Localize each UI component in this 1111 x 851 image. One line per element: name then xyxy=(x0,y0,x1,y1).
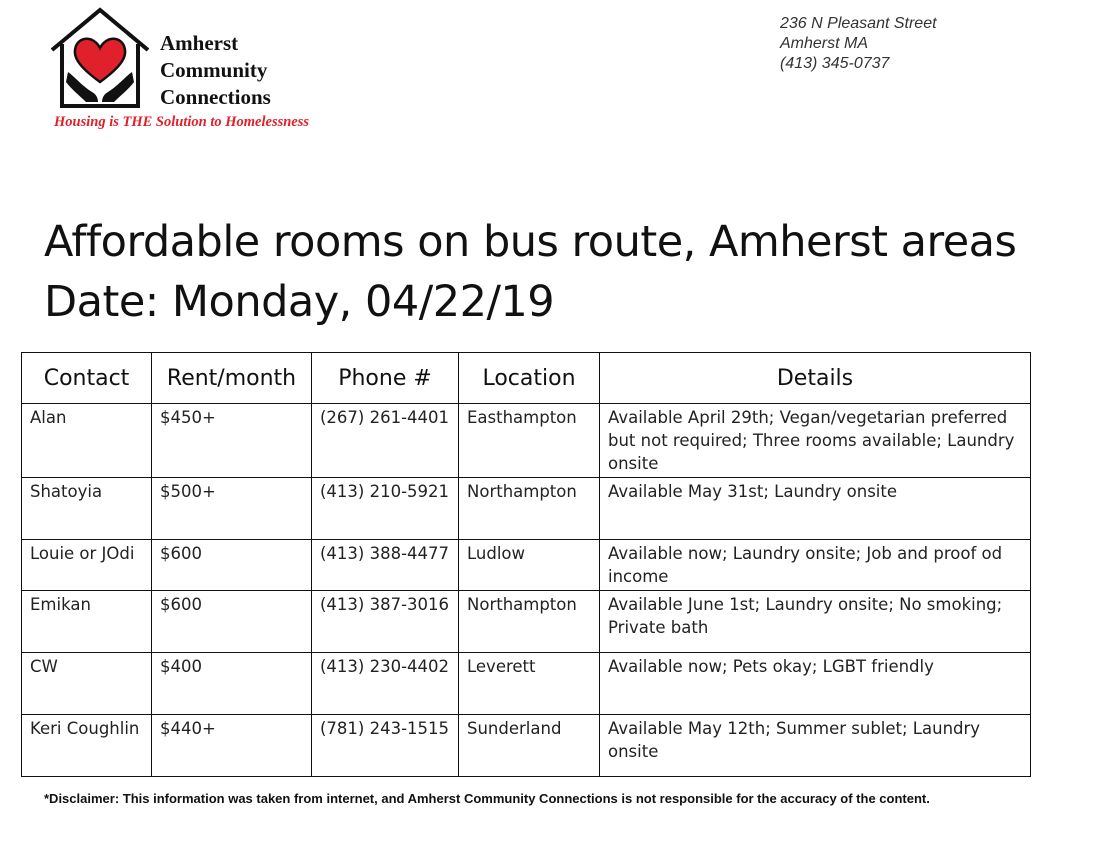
cell-details: Available April 29th; Vegan/vegetarian preferred but not required; Three rooms available; Laundry onsite xyxy=(600,404,1031,478)
cell-rent: $400 xyxy=(152,653,312,715)
cell-details: Available June 1st; Laundry onsite; No smoking; Private bath xyxy=(600,591,1031,653)
house-heart-hands-icon xyxy=(48,6,152,110)
table-row xyxy=(22,478,1031,540)
cell-rent: $600 xyxy=(152,591,312,653)
cell-contact: Shatoyia xyxy=(22,478,152,540)
org-name: Amherst Community Connections xyxy=(160,31,271,109)
cell-details: Available now; Pets okay; LGBT friendly xyxy=(600,653,1031,715)
column-header-phone: Phone # xyxy=(312,353,459,404)
listings-table xyxy=(21,352,1031,777)
org-logo xyxy=(44,4,344,140)
cell-location: Leverett xyxy=(459,653,600,715)
cell-details: Available now; Laundry onsite; Job and proof od income xyxy=(600,540,1031,591)
table-row xyxy=(22,540,1031,591)
cell-rent: $440+ xyxy=(152,715,312,777)
cell-contact: Keri Coughlin xyxy=(22,715,152,777)
page-title xyxy=(44,212,1016,332)
address-city: Amherst MA xyxy=(780,35,869,52)
table-row xyxy=(22,404,1031,478)
cell-rent: $600 xyxy=(152,540,312,591)
cell-rent: $450+ xyxy=(152,404,312,478)
cell-contact: Alan xyxy=(22,404,152,478)
tagline: Housing is THE Solution to Homelessness xyxy=(54,114,310,130)
address-street: 236 N Pleasant Street xyxy=(780,15,937,32)
cell-contact: CW xyxy=(22,653,152,715)
cell-contact: Emikan xyxy=(22,591,152,653)
cell-phone: (413) 388-4477 xyxy=(312,540,459,591)
table-row xyxy=(22,715,1031,777)
disclaimer: *Disclaimer: This information was taken from internet, and Amherst Community Connections is not responsible for the accuracy of the content. xyxy=(44,791,930,806)
table-header-row xyxy=(22,353,1031,404)
column-header-location: Location xyxy=(459,353,600,404)
cell-phone: (413) 230-4402 xyxy=(312,653,459,715)
cell-details: Available May 31st; Laundry onsite xyxy=(600,478,1031,540)
cell-location: Northampton xyxy=(459,591,600,653)
cell-location: Northampton xyxy=(459,478,600,540)
column-header-rent: Rent/month xyxy=(152,353,312,404)
cell-phone: (413) 210-5921 xyxy=(312,478,459,540)
cell-location: Easthampton xyxy=(459,404,600,478)
cell-contact: Louie or JOdi xyxy=(22,540,152,591)
table-row xyxy=(22,653,1031,715)
title-line-1: Affordable rooms on bus route, Amherst areas xyxy=(44,217,1017,267)
cell-rent: $500+ xyxy=(152,478,312,540)
cell-details: Available May 12th; Summer sublet; Laundry onsite xyxy=(600,715,1031,777)
column-header-details: Details xyxy=(600,353,1031,404)
title-date: Date: Monday, 04/22/19 xyxy=(44,277,555,327)
cell-phone: (267) 261-4401 xyxy=(312,404,459,478)
cell-location: Sunderland xyxy=(459,715,600,777)
table-row xyxy=(22,591,1031,653)
cell-location: Ludlow xyxy=(459,540,600,591)
address-block xyxy=(780,14,937,74)
address-phone: (413) 345-0737 xyxy=(780,55,890,72)
cell-phone: (413) 387-3016 xyxy=(312,591,459,653)
column-header-contact: Contact xyxy=(22,353,152,404)
cell-phone: (781) 243-1515 xyxy=(312,715,459,777)
